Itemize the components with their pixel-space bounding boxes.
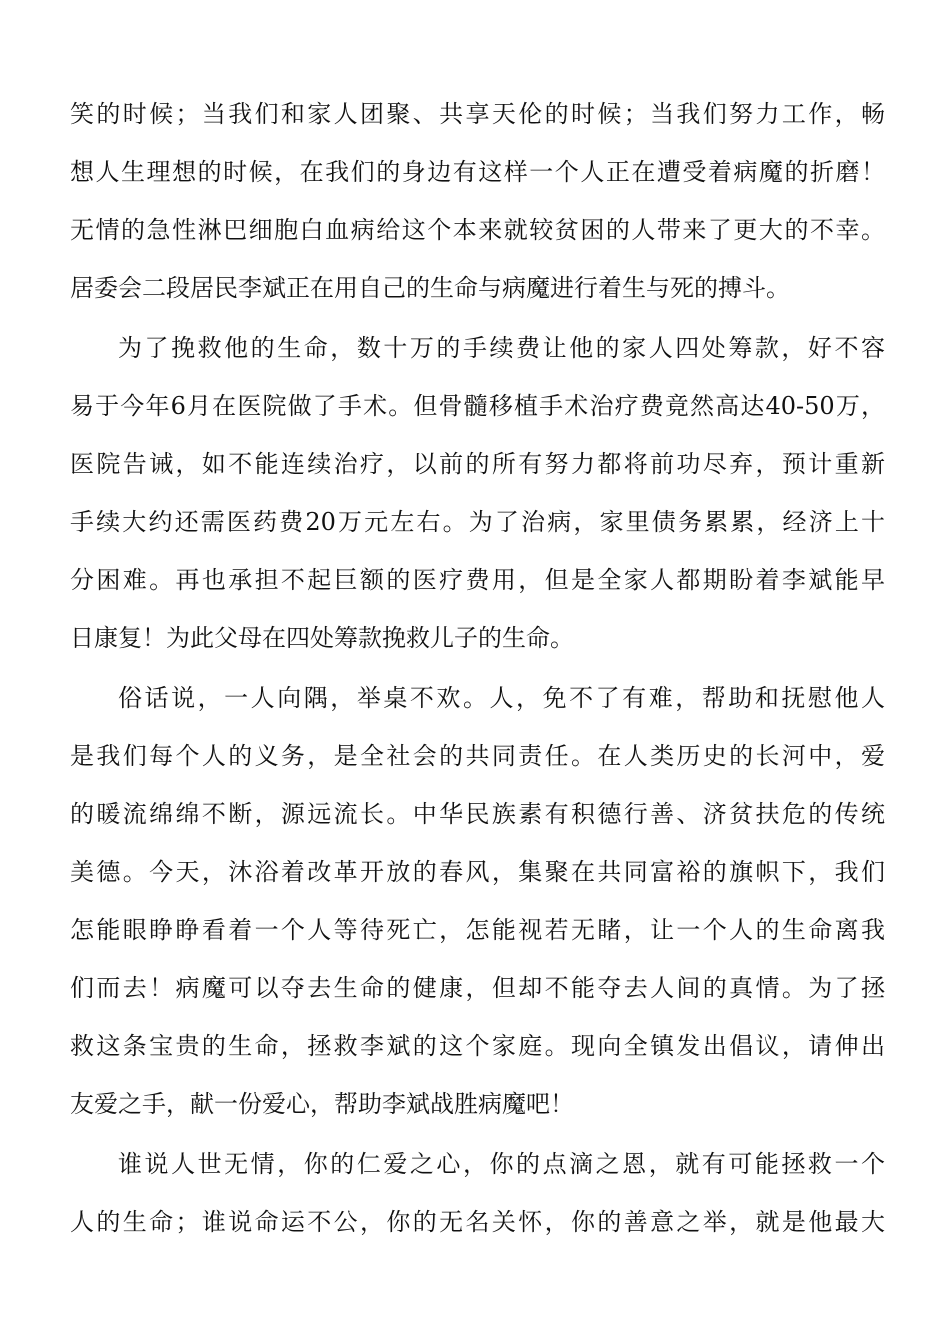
text-line: 想人生理想的时候，在我们的身边有这样一个人正在遭受着病魔的折磨！ — [70, 158, 885, 186]
text-line: 是我们每个人的义务，是全社会的共同责任。在人类历史的长河中，爱 — [70, 742, 885, 770]
text-line: 无情的急性淋巴细胞白血病给这个本来就较贫困的人带来了更大的不幸。 — [70, 216, 885, 244]
text-line: 日康复！为此父母在四处筹款挽救儿子的生命。 — [70, 624, 574, 652]
text-line: 居委会二段居民李斌正在用自己的生命与病魔进行着生与死的搏斗。 — [70, 274, 790, 302]
text-line: 分困难。再也承担不起巨额的医疗费用，但是全家人都期盼着李斌能早 — [70, 566, 885, 594]
text-line: 易于今年6月在医院做了手术。但骨髓移植手术治疗费竟然高达40-50万， — [70, 392, 885, 420]
text-line: 俗话说，一人向隅，举桌不欢。人，免不了有难，帮助和抚慰他人 — [118, 684, 885, 712]
text-line: 谁说人世无情，你的仁爱之心，你的点滴之恩，就有可能拯救一个 — [118, 1150, 885, 1178]
text-line: 为了挽救他的生命，数十万的手续费让他的家人四处筹款，好不容 — [118, 334, 885, 362]
text-line: 的暖流绵绵不断，源远流长。中华民族素有积德行善、济贫扶危的传统 — [70, 800, 885, 828]
text-line: 医院告诫，如不能连续治疗，以前的所有努力都将前功尽弃，预计重新 — [70, 450, 885, 478]
text-line: 手续大约还需医药费20万元左右。为了治病，家里债务累累，经济上十 — [70, 508, 885, 536]
text-line: 笑的时候；当我们和家人团聚、共享天伦的时候；当我们努力工作，畅 — [70, 100, 885, 128]
text-line: 救这条宝贵的生命，拯救李斌的这个家庭。现向全镇发出倡议，请伸出 — [70, 1032, 885, 1060]
text-line: 们而去！病魔可以夺去生命的健康，但却不能夺去人间的真情。为了拯 — [70, 974, 885, 1002]
text-line: 美德。今天，沐浴着改革开放的春风，集聚在共同富裕的旗帜下，我们 — [70, 858, 885, 886]
text-line: 友爱之手，献一份爱心，帮助李斌战胜病魔吧！ — [70, 1090, 574, 1118]
text-line: 人的生命；谁说命运不公，你的无名关怀，你的善意之举，就是他最大 — [70, 1208, 885, 1236]
text-line: 怎能眼睁睁看着一个人等待死亡，怎能视若无睹，让一个人的生命离我 — [70, 916, 885, 944]
